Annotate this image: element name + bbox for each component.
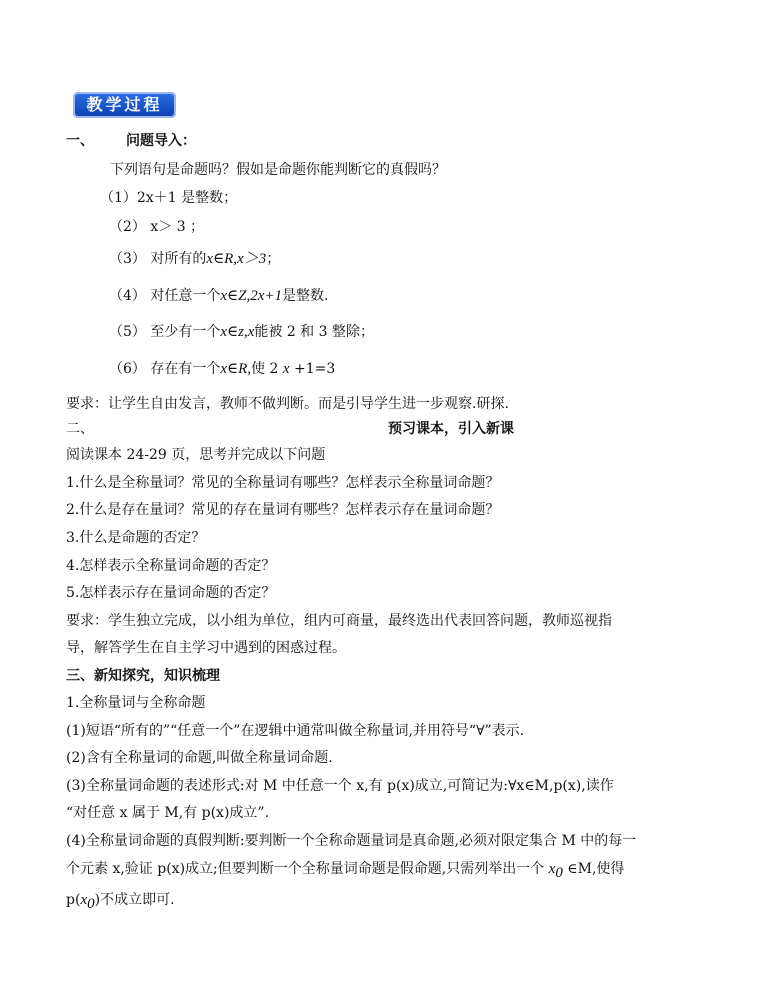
- knowledge-heading: 1.全称量词与全称命题: [66, 695, 206, 711]
- section-three-title: 三、新知探究，知识梳理: [66, 668, 220, 684]
- item-4-end: 是整数.: [282, 288, 329, 304]
- question-4: 4.怎样表示全称量词命题的否定？: [66, 558, 276, 574]
- item-4-text: （4） 对任意一个: [109, 288, 221, 304]
- knowledge-3-line-2: “对任意 x 属于 M,有 p(x)成立”.: [66, 805, 270, 821]
- knowledge-1: (1)短语“所有的”“任意一个”在逻辑中通常叫做全称量词,并用符号“∀”表示.: [66, 723, 525, 739]
- knowledge-3-line-1: (3)全称量词命题的表述形式:对 M 中任意一个 x,有 p(x)成立,可简记为:∀x∈M,p(x),读作: [66, 778, 614, 794]
- item-5-math: x∈z,x: [220, 324, 255, 340]
- item-6-math: x∈R,: [220, 361, 252, 377]
- knowledge-4-line-3: [66, 889, 175, 913]
- requirement-2-line-2: 导，解答学生在自主学习中遇到的困惑过程。: [66, 640, 346, 656]
- item-1: （1）2x＋1 是整数；: [100, 190, 238, 206]
- x-zero-subscript-2: 0: [87, 895, 95, 912]
- item-5-text: （5） 至少有一个: [109, 324, 221, 340]
- knowledge-4-line-2-end: ∈M,使得: [562, 861, 625, 877]
- knowledge-4-line-3-end: )不成立即可.: [94, 892, 175, 908]
- item-3: [109, 247, 280, 268]
- knowledge-4-line-2-text: 个元素 x,验证 p(x)成立;但要判断一个全称量词命题是假命题,只需列举出一个: [66, 861, 549, 877]
- question-5: 5.怎样表示存在量词命题的否定？: [66, 585, 276, 601]
- section-one-title: 问题导入：: [126, 133, 196, 149]
- item-3-end: ；: [266, 251, 281, 267]
- section-one-number: 一、: [66, 133, 94, 149]
- item-5: [109, 321, 374, 341]
- intro-question: 下列语句是命题吗？假如是命题你能判断它的真假吗？: [110, 162, 446, 178]
- section-two-title: 预习课本，引入新课: [388, 421, 514, 437]
- knowledge-2: (2)含有全称量词的命题,叫做全称量词命题.: [66, 750, 333, 766]
- knowledge-4-line-2: [66, 858, 624, 882]
- item-3-text: （3） 对所有的: [109, 251, 207, 267]
- item-6-text: （6） 存在有一个: [109, 361, 221, 377]
- item-6-mid: 使 2: [251, 361, 279, 377]
- question-2: 2.什么是存在量词？常见的存在量词有哪些？怎样表示存在量词命题？: [66, 502, 500, 518]
- item-6: [109, 358, 335, 378]
- item-4-math: x∈Z,2x+1: [220, 288, 282, 304]
- knowledge-4-line-3-text: p(: [66, 892, 81, 908]
- item-4: [109, 285, 328, 305]
- x-zero-symbol-2: x: [80, 892, 88, 908]
- question-3: 3.什么是命题的否定？: [66, 530, 206, 546]
- item-6-end: +1=3: [293, 361, 336, 377]
- knowledge-4-line-1: (4)全称量词命题的真假判断:要判断一个全称命题量词是真命题,必须对限定集合 M 中的每一: [66, 833, 637, 849]
- x-zero-subscript: 0: [555, 864, 563, 881]
- item-3-math: x∈R,x＞3: [206, 251, 267, 267]
- item-2: （2） x＞ 3 ；: [109, 219, 205, 235]
- item-5-end: 能被 2 和 3 整除；: [254, 324, 374, 340]
- reading-instruction: 阅读课本 24-29 页，思考并完成以下问题: [66, 447, 326, 463]
- question-1: 1.什么是全称量词？常见的全称量词有哪些？怎样表示全称量词命题？: [66, 475, 500, 491]
- item-6-math-x: x: [282, 361, 290, 377]
- x-zero-symbol: x: [548, 861, 556, 877]
- section-badge: 教学过程: [73, 92, 176, 118]
- section-two-number: 二、: [66, 421, 94, 437]
- requirement-2-line-1: 要求：学生独立完成，以小组为单位，组内可商量，最终选出代表回答问题，教师巡视指: [66, 613, 612, 629]
- requirement-1: 要求：让学生自由发言，教师不做判断。而是引导学生进一步观察.研探.: [66, 396, 509, 412]
